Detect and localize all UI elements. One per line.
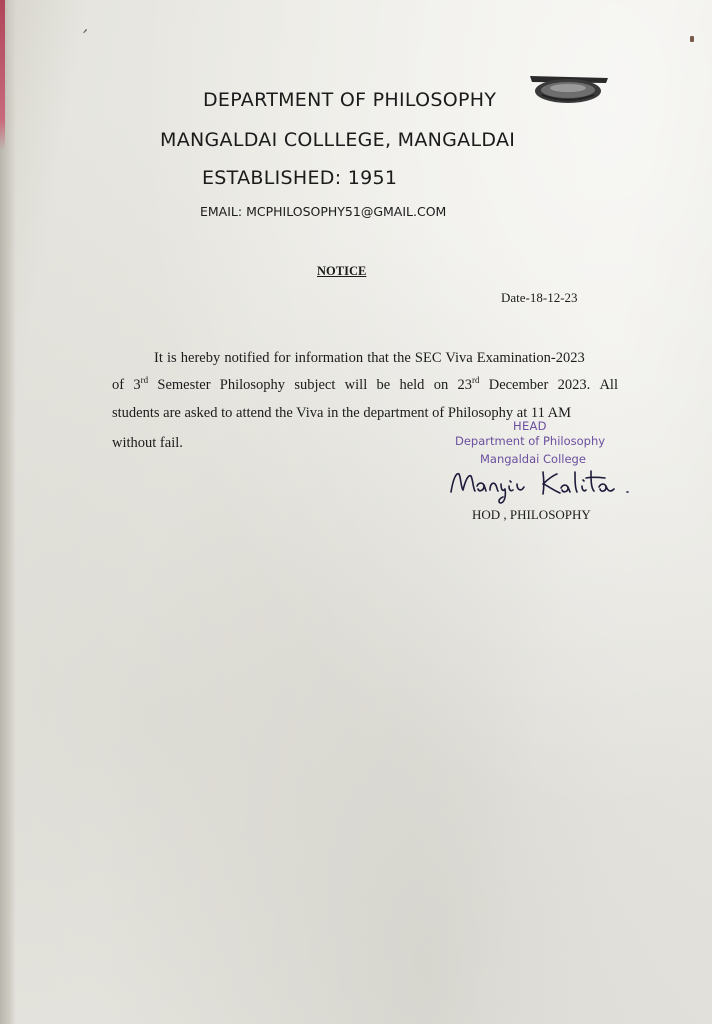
body-line-2	[112, 377, 618, 394]
notice-date: Date-18-12-23	[501, 290, 578, 305]
body-word: 2023.	[557, 377, 591, 393]
body-word: Semester	[157, 377, 211, 393]
semester-number: 3rd	[133, 375, 149, 393]
body-word: December	[488, 377, 549, 393]
email-line: EMAIL: MCPHILOSOPHY51@GMAIL.COM	[200, 204, 447, 219]
established-heading: ESTABLISHED: 1951	[202, 167, 398, 189]
stamp-department: Department of Philosophy	[455, 434, 606, 448]
body-word: on	[433, 377, 449, 393]
body-word: Philosophy	[219, 377, 286, 393]
ink-speck-icon	[82, 28, 88, 34]
stamp-head: HEAD	[513, 419, 547, 433]
notice-title: NOTICE	[317, 264, 367, 278]
binder-strip	[0, 0, 5, 150]
exam-day: 23rd	[457, 375, 480, 393]
ink-speck	[690, 36, 694, 42]
college-heading: MANGALDAI COLLLEGE, MANGALDAI	[160, 129, 516, 151]
body-line-1: It is hereby notified for information that the SEC Viva Examination-2023	[154, 350, 585, 366]
college-emblem-icon	[528, 73, 610, 106]
body-word: of	[112, 377, 125, 393]
body-line-3: students are asked to attend the Viva in the department of Philosophy at 11 AM	[112, 405, 572, 421]
stamp-college: Mangaldai College	[480, 452, 586, 466]
page-edge-shadow	[0, 0, 16, 1024]
body-line-4: without fail.	[112, 435, 183, 451]
body-word: will	[344, 377, 368, 393]
body-word: be	[376, 377, 391, 393]
body-word: subject	[294, 377, 336, 393]
signatory-designation: HOD , PHILOSOPHY	[472, 507, 591, 522]
body-word: All	[599, 377, 618, 393]
signature	[447, 462, 642, 504]
department-heading: DEPARTMENT OF PHILOSOPHY	[203, 89, 497, 111]
body-word: held	[399, 377, 425, 393]
